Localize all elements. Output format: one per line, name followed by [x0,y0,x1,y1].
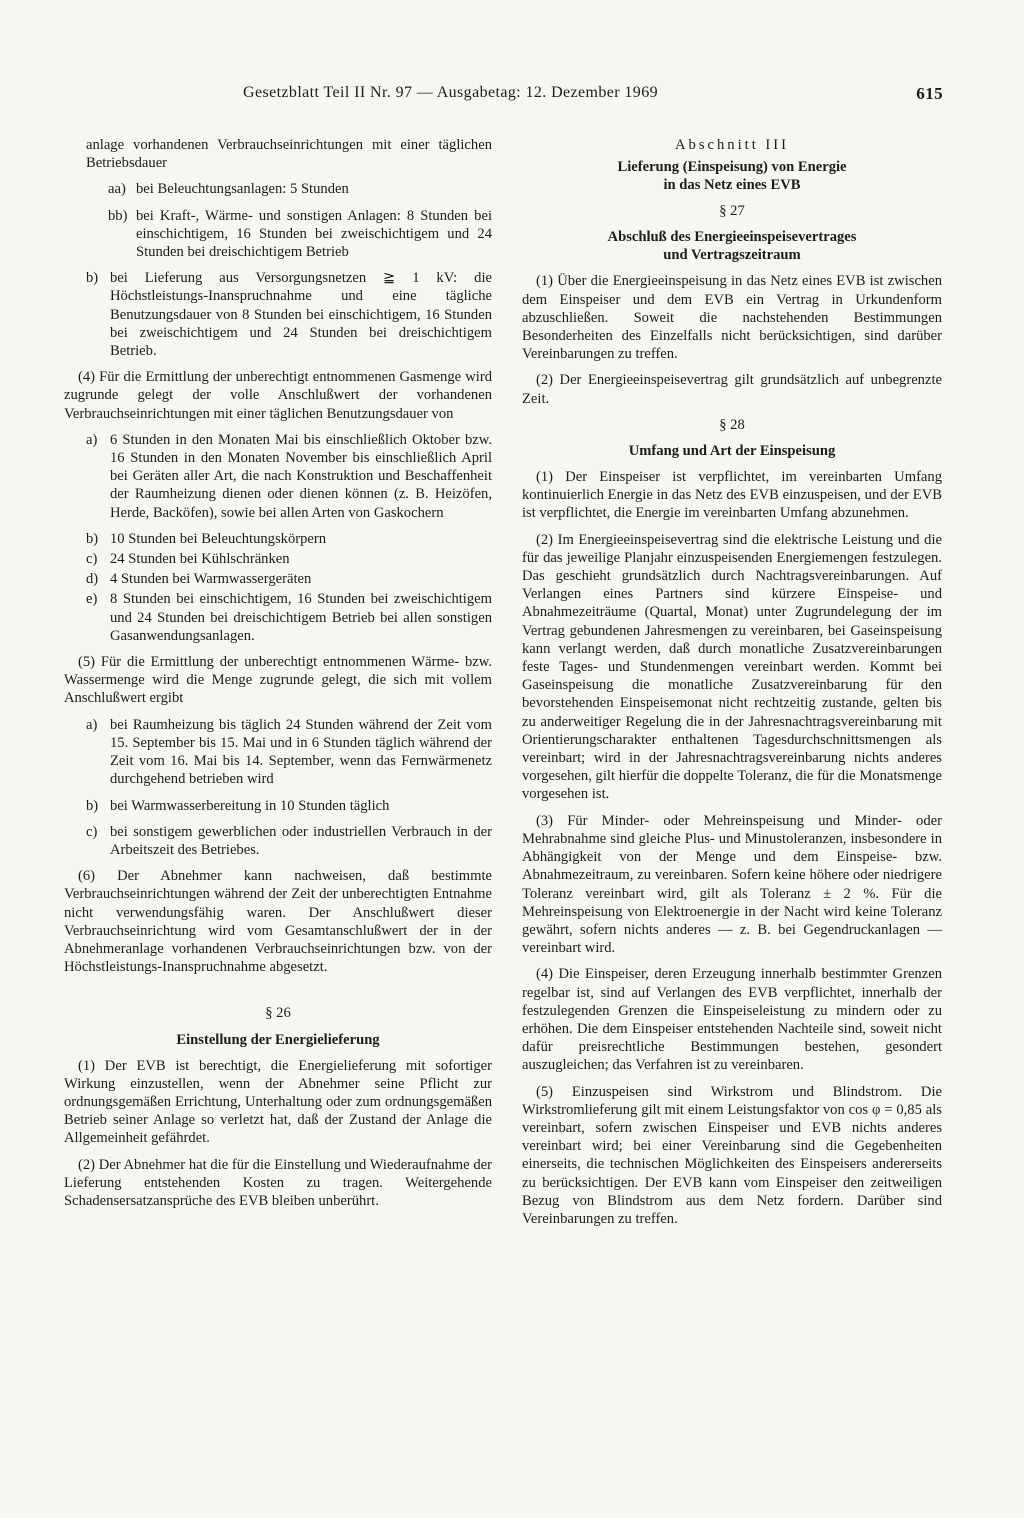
list-item-aa [86,180,492,198]
list-item-bb [86,207,492,262]
item-label: a) [86,716,98,733]
paragraph-5: (5) Für die Ermittlung der unberechtigt entnommenen Wärme- bzw. Wassermenge wird die Menge zugrunde gelegt, die sich mit vollem Anschlußwert ergibt [64,654,492,707]
section-title-26: Einstellung der Energielieferung [176,1031,380,1048]
item-label: b) [86,270,99,287]
item-text: 8 Stunden bei einschichtigem, 16 Stunden bei zweischichtigem und 24 Stunden bei dreischichtigem Betrieb bei allen sonstigen Gasanwendungsanlagen. [110,591,492,644]
item-label: a) [86,431,98,448]
s27-title-line-2: und Vertragszeitraum [663,247,801,264]
s28-paragraph-5: (5) Einzuspeisen sind Wirkstrom und Blindstrom. Die Wirkstromlieferung gilt mit einem Leistungsfaktor von cos φ = 0,85 als vereinbart, sofern zwischen Einspeiser und EVB nichts anderes vereinbart wird; bei einer Vereinbarung sind die Gegebenheiten einerseits, die technischen Möglichkeiten des Einspeisers andererseits zu berücksichtigen. Der EVB kann vom Einspeiser den zeitweiligen Bezug von Blindstrom aus dem Netz fordern. Darüber sind Vereinbarungen zu treffen. [522,1083,942,1227]
s28-paragraph-2: (2) Im Energieeinspeisevertrag sind die elektrische Leistung und die für das jeweilige Planjahr einzuspeisenden Energiemengen festzulegen. Das geschieht grundsätzlich durch Nachtragsvereinbarungen. Auf Verlangen eines Partners sind kürzere Einspeise- und Abnahmezeiträume (Quartal, Monat) unter Zugrundelegung der im Vertrag gebundenen Jahresmengen zu vereinbaren, bei Gaseinspeisung kann verlangt werden, daß durch monatliche Zusatzvereinbarungen feste Tages- und Stundenmengen vereinbart werden. Kommt bei Gaseinspeisung die monatliche Zusatzvereinbarung für den bevorstehenden Einspeisemonat nicht rechtzeitig zustande, gelten bis zu anderweitiger Regelung die in der Jahresnachtragsvereinbarung mit Orientierungscharakter enthaltenen Tagesdurchschnittsmengen als vereinbart; wird in der Jahresnachtragsvereinbarung nichts anderes vorgesehen, gilt hierfür die doppelte Toleranz, die für die Monatsmenge vorgesehen ist. [522,531,942,803]
section-title-28: Umfang und Art der Einspeisung [628,443,836,460]
s27-paragraph-2: (2) Der Energieeinspeisevertrag gilt grundsätzlich auf unbegrenzte Zeit. [522,372,942,407]
item-label: e) [86,591,98,608]
abschnitt-title-line-2: in das Netz eines EVB [663,177,801,194]
right-column [522,136,942,1236]
item-label: d) [86,571,99,588]
item-text: 24 Stunden bei Kühlschränken [110,551,290,568]
list-item [64,431,492,522]
item-text: 4 Stunden bei Warmwassergeräten [110,571,312,588]
s28-paragraph-1: (1) Der Einspeiser ist verpflichtet, im vereinbarten Umfang kontinuierlich Energie in das Netz des EVB einzuspeisen, und der EVB ist verpflichtet, die Energie im vereinbarten Umfang abzunehmen. [522,469,942,522]
item-text: bei Beleuchtungsanlagen: 5 Stunden [136,181,349,198]
item-label: aa) [108,181,126,198]
list-item [64,550,492,568]
item-text: bei Warmwasserbereitung in 10 Stunden täglich [110,797,390,814]
item-label: c) [86,551,98,568]
item-label: c) [86,823,98,840]
list-item [64,823,492,859]
s27-paragraph-1: (1) Über die Energieeinspeisung in das Netz eines EVB ist zwischen dem Einspeiser und dem EVB ein Vertrag in Urkundenform abzuschließen. Soweit die nachstehenden Bestimmungen Besonderheiten des Einzelfalls nicht berücksichtigen, sind darüber Vereinbarungen zu treffen. [522,273,942,363]
item-text: 6 Stunden in den Monaten Mai bis einschließlich Oktober bzw. 16 Stunden in den Monaten November bis einschließlich April bei Geräten aller Art, die nach Konstruktion und Beschaffenheit der Raumheizung dienen oder dienen können (z. B. Heizöfen, Herde, Backöfen), sowie bei allen Arten von Gaskochern [110,431,492,521]
left-column [64,136,492,1218]
abschnitt-heading: Abschnitt III [675,137,789,153]
s27-title-line-1: Abschluß des Energieeinspeisevertrages [607,229,857,246]
s26-paragraph-1: (1) Der EVB ist berechtigt, die Energielieferung mit sofortiger Wirkung einzustellen, wenn der Abnehmer seine Pflicht zur ordnungsgemäßen Errichtung, Unterhaltung oder zum ordnungsgemäßen Betrieb seiner Anlage so verletzt hat, daß der Zustand der Anlage die Allgemeinheit gefährdet. [64,1057,492,1147]
item-text: bei Kraft-, Wärme- und sonstigen Anlagen: 8 Stunden bei einschichtigem, 16 Stunden bei zweischichtigem und 24 Stunden bei dreischichtigem Betrieb [136,207,492,261]
intro-continuation: anlage vorhandenen Verbrauchseinrichtungen mit einer täglichen Betriebsdauer [86,137,492,172]
section-sign-26: § 26 [265,1005,291,1022]
list-item [64,570,492,588]
item-text: bei sonstigem gewerblichen oder industriellen Verbrauch in der Arbeitszeit des Betriebes. [110,823,492,858]
section-title-27 [522,228,942,264]
s26-paragraph-2: (2) Der Abnehmer hat die für die Einstellung und Wiederaufnahme der Lieferung entstehenden Kosten zu tragen. Weitergehende Schadensersatzansprüche des EVB bleiben unberührt. [64,1156,492,1209]
paragraph-6: (6) Der Abnehmer kann nachweisen, daß bestimmte Verbrauchseinrichtungen während der Zeit der unberechtigten Entnahme nicht verwendungsfähig waren. Der Anschlußwert dieser Verbrauchseinrichtung wird vom Gesamtanschlußwert der in der Abnehmeranlage vorhandenen Verbrauchseinrichtungen bzw. von der Höchstleistungs-Inanspruchnahme abgesetzt. [64,868,492,976]
list-item-b [64,269,492,360]
page-header [243,84,943,102]
s28-paragraph-4: (4) Die Einspeiser, deren Erzeugung innerhalb bestimmter Grenzen regelbar ist, sind auf Verlangen des EVB verpflichtet, innerhalb der festzulegenden Grenzen die Einspeiseleistung zu mindern oder zu erhöhen. Die dem Einspeiser entstehenden Nachteile sind, soweit nicht dafür preisrechtliche Bestimmungen bestehen, gesondert auszugleichen; das Verfahren ist zu vereinbaren. [522,966,942,1074]
paragraph-4: (4) Für die Ermittlung der unberechtigt entnommenen Gasmenge wird zugrunde gelegt der volle Anschlußwert der vorhandenen Verbrauchseinrichtungen mit einer täglichen Benutzungsdauer von [64,369,492,422]
s28-paragraph-3: (3) Für Minder- oder Mehreinspeisung und Minder- oder Mehrabnahme sind gleiche Plus- und Minustoleranzen, insbesondere in Abhängigkeit von der Menge und dem Einspeise- bzw. Abnahmezeitraum, zu vereinbaren. Sofern keine höhere oder niedrigere Toleranz vereinbart wird, gilt als Toleranz ± 2 %. Für die Mehreinspeisung von Elektroenergie in der Nacht wird keine Toleranz gewährt, sofern nichts anderes — z. B. bei Gegendruckanlagen — vereinbart wird. [522,812,942,957]
running-title: Gesetzblatt Teil II Nr. 97 — Ausgabetag: 12. Dezember 1969 [243,84,659,101]
list-item [64,716,492,789]
abschnitt-title-line-1: Lieferung (Einspeisung) von Energie [617,159,847,176]
list-item [64,530,492,548]
section-sign-27: § 27 [719,203,745,220]
item-label: b) [86,797,99,814]
item-text: 10 Stunden bei Beleuchtungskörpern [110,530,327,547]
item-label: bb) [108,207,128,224]
item-text: bei Lieferung aus Versorgungsnetzen ≧ 1 kV: die Höchstleistungs-Inanspruchnahme und eine tägliche Benutzungsdauer von 8 Stunden bei einschichtigem, 16 Stunden bei zweischichtigem und 24 Stunden bei dreischichtigem Betrieb. [110,270,492,360]
page-number: 615 [916,84,943,103]
item-label: b) [86,530,99,547]
list-item [64,590,492,645]
item-text: bei Raumheizung bis täglich 24 Stunden während der Zeit vom 15. September bis 15. Mai und in 6 Stunden täglich während der Zeit vom 16. Mai bis 14. September, wenn das Fernwärmenetz durchgehend betrieben wird [110,716,492,788]
abschnitt-title [522,158,942,194]
section-sign-28: § 28 [719,416,745,433]
list-item [64,797,492,815]
